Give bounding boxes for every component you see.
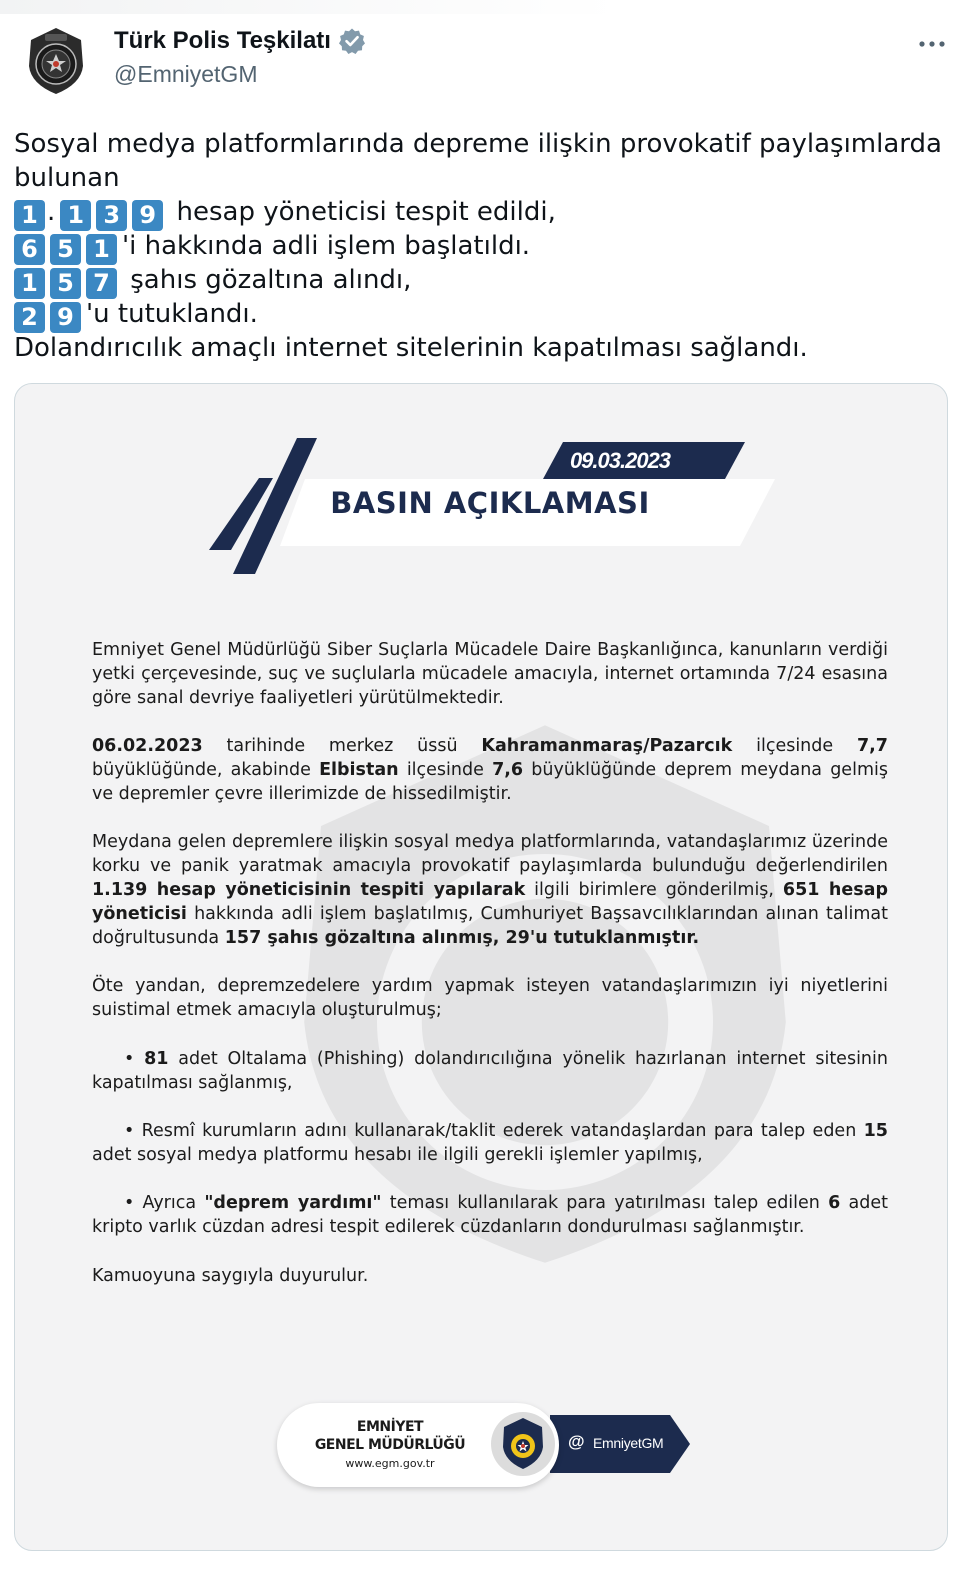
- doc-text: [92, 1191, 888, 1239]
- doc-span: adet kripto varlık cüzdan adresi tespit edilerek cüzdanların dondurulması sağlanmıştır.: [92, 1193, 888, 1237]
- author-name[interactable]: Türk Polis Teşkilatı: [114, 27, 331, 54]
- doc-bullet-3: [92, 1191, 888, 1239]
- doc-bold: 81: [144, 1049, 169, 1069]
- keycap-digit-icon: 6: [14, 234, 45, 265]
- doc-span: adet sosyal medya platformu hesabı ile ilgili gerekli işlemler yapılmış,: [92, 1145, 703, 1165]
- tweet-line: [14, 297, 959, 331]
- verified-badge-icon: [338, 27, 366, 55]
- social-handle: EmniyetGM: [593, 1435, 664, 1451]
- footer-logo: [275, 1399, 695, 1495]
- doc-text: Öte yandan, depremzedelere yardım yapmak isteyen vatandaşlarımızın iyi niyetlerini suistimal etmek amacıyla oluşturulmuş;: [92, 976, 888, 1020]
- doc-span: ilçesinde: [406, 760, 484, 780]
- doc-span: teması kullanılarak para yatırılması talep edilen: [389, 1193, 820, 1213]
- keycap-digit-icon: 9: [50, 302, 81, 333]
- top-fade: [0, 0, 620, 14]
- doc-bold: 7,6: [492, 760, 524, 780]
- doc-text: Kamuoyuna saygıyla duyurulur.: [92, 1266, 369, 1286]
- police-seal-icon: [490, 1411, 556, 1477]
- doc-text: [92, 830, 888, 950]
- at-icon: @: [568, 1432, 585, 1451]
- tweet-text-segment: 'i hakkında adli işlem başlatıldı.: [122, 231, 531, 261]
- keycap-digit-icon: 1: [86, 234, 117, 265]
- doc-bold: "deprem yardımı": [204, 1193, 382, 1213]
- tweet-text-segment: 'u tutuklandı.: [86, 299, 258, 329]
- tweet-text-segment: şahıs gözaltına alındı,: [130, 265, 412, 295]
- doc-span: tarihinde merkez üssü: [226, 736, 458, 756]
- keycap-digit-icon: 1: [14, 200, 45, 231]
- doc-bullet-1: [92, 1047, 888, 1095]
- tweet-text: [14, 127, 959, 365]
- tweet-line: Dolandırıcılık amaçlı internet sitelerinin kapatılması sağlandı.: [14, 333, 808, 363]
- tweet-line: [14, 263, 959, 297]
- doc-span: adet Oltalama (Phishing) dolandırıcılığına yönelik hazırlanan internet sitesinin kapatılması sağlanmış,: [92, 1049, 888, 1093]
- org-line-1: EMNİYET: [356, 1419, 424, 1435]
- doc-bold: 15: [863, 1121, 888, 1141]
- doc-text: [92, 1047, 888, 1095]
- bullet-dot-icon: •: [124, 1193, 135, 1213]
- doc-span: ilçesinde: [756, 736, 834, 756]
- doc-span: Meydana gelen depremlere ilişkin sosyal medya platformlarında, vatandaşlarımız üzerinde korku ve panik yaratmak amacıyla provokatif paylaşımlarda bulunduğu değerlendirilen: [92, 832, 888, 876]
- doc-bold: 1.139 hesap yöneticisinin tespiti yapılarak: [92, 880, 526, 900]
- doc-bold: Elbistan: [319, 760, 399, 780]
- tweet-line: Sosyal medya platformlarında depreme ilişkin provokatif paylaşımlarda: [14, 129, 942, 159]
- doc-span: Resmî kurumların adını kullanarak/taklit ederek vatandaşlardan para talep eden: [141, 1121, 857, 1141]
- doc-bold: Kahramanmaraş/Pazarcık: [481, 736, 733, 756]
- more-options-icon[interactable]: [914, 26, 950, 62]
- doc-paragraph-4: [92, 974, 888, 1022]
- separator: .: [47, 197, 56, 227]
- tweet-line: bulunan: [14, 163, 120, 193]
- doc-bold: 06.02.2023: [92, 736, 203, 756]
- doc-text: Emniyet Genel Müdürlüğü Siber Suçlarla Mücadele Daire Başkanlığınca, kanunların verdiği yetki çerçevesinde, suç ve suçlularla mücadele amacıyla, internet ortamında 7/24 esasına göre sanal devriye faaliyetleri yürütülmektedir.: [92, 640, 888, 708]
- doc-bold: 651 hesap yöneticisi: [92, 880, 888, 924]
- keycap-digit-icon: 3: [96, 200, 127, 231]
- bullet-dot-icon: •: [124, 1121, 135, 1141]
- org-url: www.egm.gov.tr: [345, 1457, 435, 1470]
- press-date: 09.03.2023: [569, 448, 671, 473]
- keycap-digit-icon: 1: [60, 200, 91, 231]
- doc-span: Ayrıca: [142, 1193, 197, 1213]
- doc-span: büyüklüğünde deprem meydana gelmiş ve depremler çevre illerimizde de hissedilmiştir.: [92, 760, 888, 804]
- doc-span: ilgili birimlere gönderilmiş,: [534, 880, 774, 900]
- doc-span: hakkında adli işlem başlatılmış, Cumhuriyet Başsavcılıklarından alınan talimat doğrultusunda: [92, 904, 888, 948]
- doc-paragraph-3: [92, 830, 888, 950]
- keycap-digit-icon: 5: [50, 234, 81, 265]
- bullet-dot-icon: •: [124, 1049, 135, 1069]
- doc-bold: 6: [828, 1193, 841, 1213]
- keycap-digit-icon: 9: [132, 200, 163, 231]
- keycap-digit-icon: 2: [14, 302, 45, 333]
- keycap-digit-icon: 1: [14, 268, 45, 299]
- tweet-image[interactable]: [14, 383, 948, 1551]
- doc-closing: [92, 1264, 888, 1288]
- press-title: BASIN AÇIKLAMASI: [330, 486, 650, 520]
- author-handle[interactable]: @EmniyetGM: [114, 61, 258, 87]
- doc-bullet-2: [92, 1119, 888, 1167]
- doc-bold: 7,7: [856, 736, 888, 756]
- police-emblem-icon[interactable]: [25, 26, 87, 96]
- tweet-line: [14, 195, 959, 229]
- keycap-digit-icon: 5: [50, 268, 81, 299]
- doc-span: büyüklüğünde, akabinde: [92, 760, 311, 780]
- doc-paragraph-1: [92, 638, 888, 710]
- keycap-digit-icon: 7: [86, 268, 117, 299]
- doc-text: [92, 734, 888, 806]
- tweet-text-segment: hesap yöneticisi tespit edildi,: [176, 197, 556, 227]
- doc-bold: 157 şahıs gözaltına alınmış, 29'u tutuklanmıştır.: [224, 928, 700, 948]
- doc-text: [92, 1119, 888, 1167]
- tweet-line: [14, 229, 959, 263]
- doc-paragraph-2: [92, 734, 888, 806]
- org-line-2: GENEL MÜDÜRLÜĞÜ: [314, 1437, 466, 1453]
